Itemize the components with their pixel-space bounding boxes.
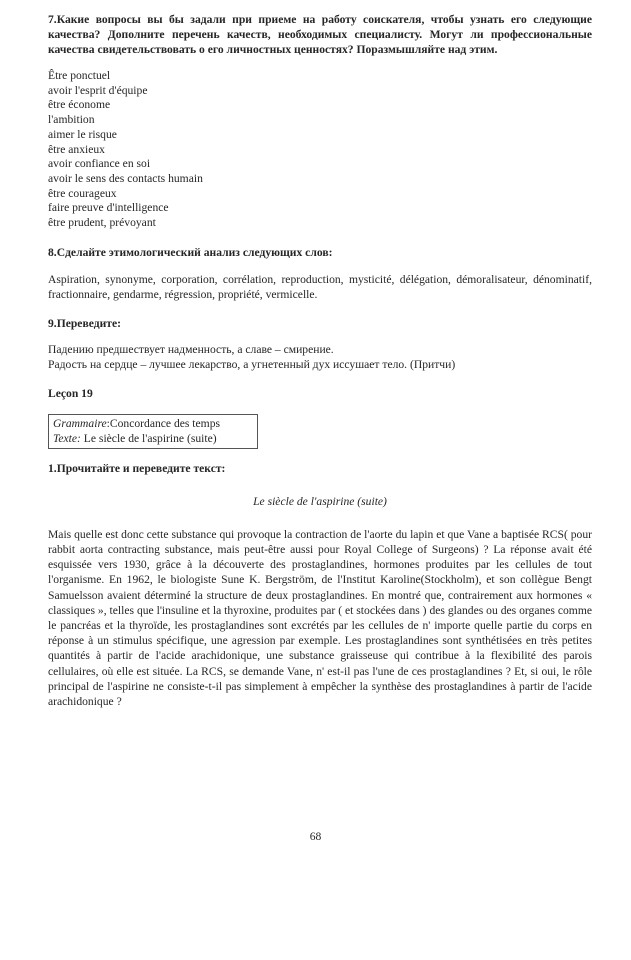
grammar-value: :Concordance des temps bbox=[106, 416, 220, 430]
grammar-line bbox=[53, 416, 253, 431]
task8-words: Aspiration, synonyme, corporation, corrélation, reproduction, mysticité, délégation, démoralisateur, dénominatif, fractionnaire, gendarme, régression, propriété, vermicelle. bbox=[48, 272, 592, 301]
list-item: être prudent, prévoyant bbox=[48, 216, 156, 230]
text-title: Le siècle de l'aspirine (suite) bbox=[253, 494, 387, 508]
task7-question: 7.Какие вопросы вы бы задали при приеме на работу соискателя, чтобы узнать его следующие качества? Дополните перечень качеств, необходимых специалисту. Могут ли профессиональные качества свидетельствовать о его личностных ценностях? Поразмышляйте над этим. bbox=[48, 13, 592, 56]
list-item: avoir le sens des contacts humain bbox=[48, 171, 203, 185]
task9-proverbs bbox=[48, 342, 592, 372]
list-item: avoir l'esprit d'équipe bbox=[48, 83, 148, 97]
task8-heading: 8.Сделайте этимологический анализ следующих слов: bbox=[48, 245, 333, 259]
proverb-line: Радость на сердце – лучшее лекарство, а угнетенный дух иссушает тело. (Притчи) bbox=[48, 357, 456, 371]
grammar-label: Grammaire bbox=[53, 416, 107, 430]
document-page bbox=[48, 12, 592, 709]
list-item: être économe bbox=[48, 98, 111, 112]
proverb-line: Падению предшествует надменность, а славе – смирение. bbox=[48, 342, 334, 356]
task1-heading: 1.Прочитайте и переведите текст: bbox=[48, 461, 226, 475]
list-item: Être ponctuel bbox=[48, 69, 111, 82]
lesson-info-box bbox=[48, 414, 258, 449]
list-item: aimer le risque bbox=[48, 127, 117, 141]
page-number: 68 bbox=[309, 830, 322, 843]
text-label: Texte: bbox=[53, 431, 81, 445]
list-item: l'ambition bbox=[48, 113, 95, 127]
list-item: faire preuve d'intelligence bbox=[48, 201, 169, 215]
task9-heading: 9.Переведите: bbox=[48, 316, 121, 330]
text-value: Le siècle de l'aspirine (suite) bbox=[80, 431, 217, 445]
text-line bbox=[53, 431, 253, 446]
qualities-list bbox=[48, 69, 592, 231]
list-item: être anxieux bbox=[48, 142, 105, 156]
list-item: avoir confiance en soi bbox=[48, 157, 151, 171]
lesson-title: Leçon 19 bbox=[48, 386, 93, 400]
list-item: être courageux bbox=[48, 186, 117, 200]
reading-text: Mais quelle est donc cette substance qui provoque la contraction de l'aorte du lapin et que Vane a baptisée RCS( pour rabbit aorta contracting substance, mais peut-être aussi pour Royal College of Surgeons) ? La réponse avait été esquissée vers 1930, grâce à la découverte des prostaglandines, hormones produites par les cellules de tout l'organisme. En 1962, le biologiste Sune K. Bergström, de l'Institut Karoline(Stockholm), et son collègue Bengt Samuelsson avaient déterminé la structure de deux prostaglandines. En montré que, contrairement aux hormones « classiques », telles que l'insuline et la thyroxine, produites par ( et stockées dans ) des glandes ou des organes comme le pancréas et la thyroïde, les prostaglandines sont excrétés par les cellules de n' importe quelle partie du corps en réponse à un stimulus spécifique, une agression par exemple. Les prostaglandines sont synthétisées en très petites quantités à partir de l'acide arachidonique, une substance graisseuse qui contribue à la flexibilité des parois cellulaires, où elle est située. La RCS, se demande Vane, n' est-il pas l'une de ces prostaglandines ? Et, si oui, le rôle principal de l'aspirine ne consiste-t-il pas simplement à empêcher la synthèse des prostaglandines à partir de l'acide arachidonique ? bbox=[48, 527, 592, 708]
